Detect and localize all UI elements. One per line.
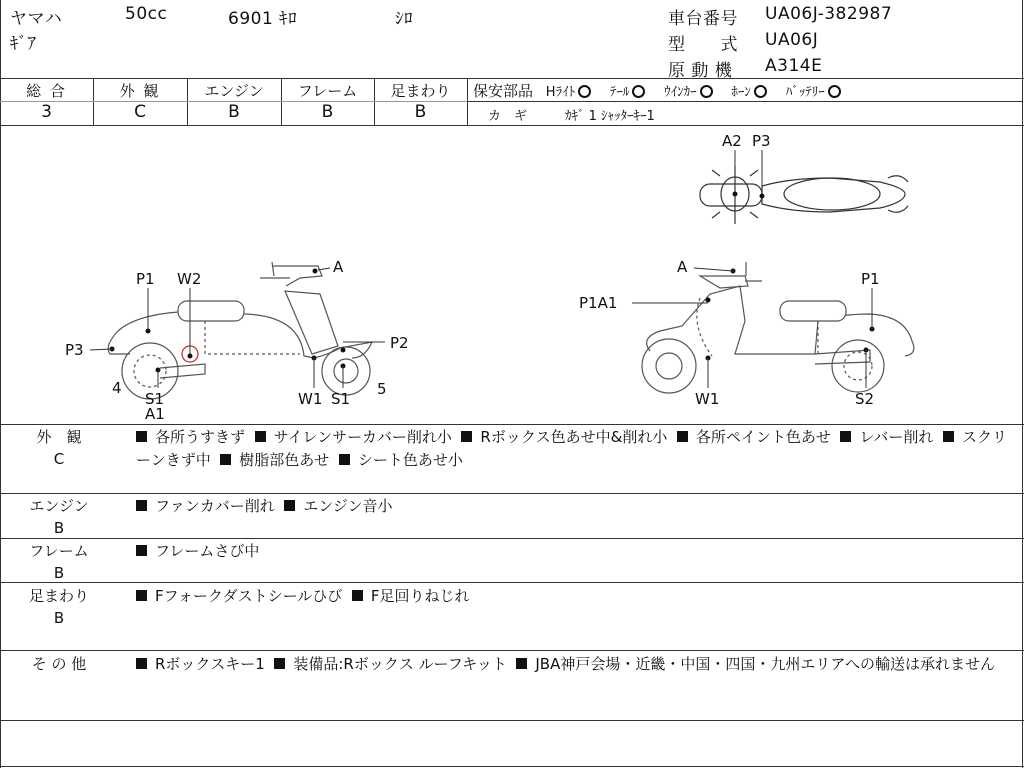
remark-item: 各所ペイント色あせ [695,428,831,446]
muffler [160,364,205,378]
remark-category-engine [5,495,113,539]
front-hub [656,353,682,379]
floor-board [762,178,905,212]
remark-category-grade: B [53,609,65,627]
remark-item: Fフォークダストシールひび [155,587,343,605]
divider [0,582,1024,583]
remark-item: 装備品:Rボックス ルーフキット [293,655,507,673]
border [0,766,1024,767]
remark-category-label: そ の 他 [31,655,87,673]
label-a1: A1 [145,405,165,423]
frame-number: UA06J-382987 [765,4,893,24]
floor-panel [205,321,300,354]
grade-engine-label: エンジン [204,82,264,100]
label-w1-left: W1 [298,390,323,408]
bullet-square-icon [136,658,147,669]
bullet-square-icon [136,545,147,556]
label-4: 4 [112,379,122,397]
remark-item: Rボックス色あせ中&削れ小 [480,428,668,446]
key-label: カ ギ [488,109,528,124]
grade-exterior-label: 外 観 [119,82,161,100]
type-label: 型 式 [668,35,738,55]
bullet-square-icon [136,431,147,442]
muffler [815,350,870,364]
remark-category-suspension [5,585,113,629]
remark-item: シート色あせ小 [357,451,463,469]
grade-frame-value: B [321,102,334,122]
label-a-left: A [333,258,344,276]
marker-dot [341,348,346,353]
divider [0,493,1024,494]
border [1022,0,1023,768]
remark-item: エンジン音小 [303,497,393,515]
remark-list-exterior [136,426,1016,472]
bullet-square-icon [220,454,231,465]
label-s1-a: S1 [145,390,165,408]
bullet-square-icon [274,658,285,669]
divider [467,101,1022,102]
bullet-square-icon [339,454,350,465]
remark-category-label: フレーム [29,542,89,560]
remark-list-suspension [136,585,1016,608]
safety-item-battery [786,85,841,100]
bullet-square-icon [284,500,295,511]
remark-item: フレームさび中 [155,542,260,560]
bullet-square-icon [840,431,851,442]
remark-category-grade: B [53,519,65,537]
label-p1a1: P1A1 [579,294,618,312]
bullet-square-icon [677,431,688,442]
bullet-square-icon [136,500,147,511]
grade-exterior-value: C [134,102,146,122]
divider [0,538,1024,539]
front-wheel [642,339,696,393]
circle-mark-icon [700,85,713,98]
seat [178,301,244,321]
maker: ヤマハ [10,9,63,29]
key-value: ｶｷﾞ 1 ｼｬｯﾀｰｷｰ1 [565,109,655,124]
divider [0,720,1024,721]
grade-frame-label: フレーム [297,82,358,100]
remark-item: スクリーンきず中 [136,428,1007,469]
mirror-stem [272,262,274,276]
remark-list-frame [136,540,1016,563]
remark-category-other [5,653,113,675]
leg-shield [285,291,338,354]
remark-item: 各所うすきず [155,428,246,446]
label-p1-right: P1 [861,270,880,288]
remark-category-label: エンジン [29,497,89,515]
bullet-square-icon [461,431,472,442]
remark-category-grade: B [53,564,65,582]
remark-item: ファンカバー削れ [155,497,275,515]
grade-overall-value: 3 [41,102,52,122]
rear-hub [134,355,166,387]
label-a-right: A [677,258,688,276]
remark-category-grade: C [53,450,65,468]
remark-category-label: 足まわり [28,587,89,605]
remark-category-label: 外 観 [36,428,82,446]
safety-item-label: ｳｲﾝｶｰ [664,85,697,100]
right-side-leaders [632,268,872,388]
engine-label: 原 動 機 [668,61,733,81]
safety-item-label: ﾊﾞｯﾃﾘｰ [785,85,825,100]
color: ｼﾛ [395,9,413,29]
remark-item: サイレンサーカバー削れ小 [273,428,452,446]
safety-parts-title: 保安部品 [473,82,534,100]
rear-hub [844,352,872,380]
circle-mark-icon [632,85,645,98]
label-s1-b: S1 [331,390,351,408]
bullet-square-icon [352,590,363,601]
safety-item-winker [664,85,713,100]
label-w2: W2 [177,270,202,288]
safety-parts-row [473,80,841,101]
remark-list-other [136,653,1016,676]
label-w1-right: W1 [695,390,720,408]
bullet-square-icon [516,658,527,669]
safety-item-horn [731,85,767,100]
marker-dot [313,269,318,274]
safety-item-headlight [546,85,591,100]
grade-engine-value: B [228,102,240,122]
safety-item-label: ﾎｰﾝ [731,85,751,100]
remark-item: Rボックスキー1 [155,655,265,673]
label-p3-top: P3 [752,132,771,150]
label-p3-left: P3 [65,341,84,359]
bullet-square-icon [136,590,147,601]
engine-code: A314E [765,56,823,76]
handlebar [700,184,762,206]
handlebar-lever [700,276,748,288]
grade-suspension-value: B [414,102,427,122]
divider [0,78,1024,79]
rear-wheel [832,340,884,392]
mileage: 6901 ｷﾛ [228,9,298,29]
divider [0,424,1024,425]
frame-number-label: 車台番号 [668,9,738,29]
model-name: ｷﾞｱ [10,34,37,54]
circle-mark-icon [754,85,767,98]
grade-suspension-label: 足まわり [390,82,451,100]
label-p1-left: P1 [136,270,155,288]
remark-item: レバー削れ [859,428,934,446]
marker-dot [706,298,711,303]
marker-dot [188,354,193,359]
circle-mark-icon [578,85,591,98]
grade-overall-label: 総 合 [26,82,67,100]
remark-item: JBA神戸会場・近畿・中国・四国・九州エリアへの輸送は承れません [535,655,996,673]
seat [780,301,846,321]
seat-top [784,178,880,210]
label-s2: S2 [855,390,875,408]
bullet-square-icon [943,431,954,442]
label-a2: A2 [722,132,742,150]
remark-category-frame [5,540,113,584]
front-hub [334,359,358,383]
left-side-leaders [90,268,385,388]
label-5: 5 [377,380,387,398]
label-p2: P2 [390,334,409,352]
damage-diagram [0,126,1022,424]
safety-item-label: ﾃｰﾙ [609,85,630,100]
marker-dot [733,192,738,197]
remark-list-engine [136,495,1016,518]
displacement: 50cc [125,4,168,24]
bullet-square-icon [255,431,266,442]
safety-item-tail [610,85,646,100]
remark-category-exterior [5,426,113,470]
scooter-top-view [700,166,908,224]
remark-item: 樹脂部色あせ [239,451,330,469]
safety-item-label: Hﾗｲﾄ [545,85,576,100]
circle-mark-icon [828,85,841,98]
divider [0,650,1024,651]
marker-dot [760,194,765,199]
type-code: UA06J [765,30,819,50]
remark-item: F足回りねじれ [370,587,470,605]
